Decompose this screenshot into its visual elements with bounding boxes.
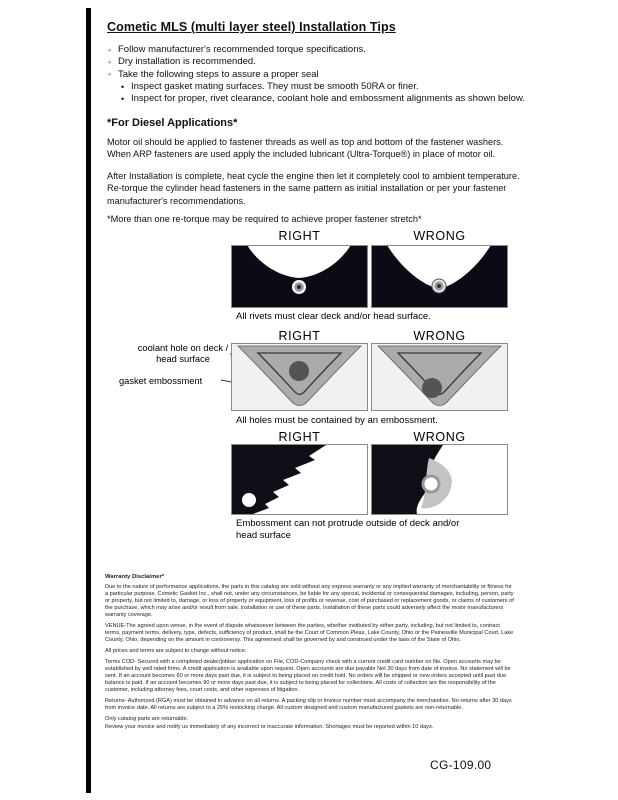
disclaimer-paragraph: Returns- Authorized (RGA) must be obtained in advance on all returns. A packing slip or invoice number must accompany the merchandise. No returns after 30 days from invoice date. All returns are subject to a 25% restocking charge. All custom designed and custom manufactured gaskets are non-returnable.: [105, 698, 512, 711]
tip-text: Dry installation is recommended.: [118, 56, 256, 68]
tip-text: Inspect for proper, rivet clearance, coolant hole and embossment alignments as shown below.: [131, 93, 525, 105]
tip-item: [108, 56, 525, 68]
coolant-hole-icon: [289, 361, 309, 381]
row3-wrong-diagram-image: [371, 444, 508, 515]
tip-text: Take the following steps to assure a proper seal: [118, 68, 319, 80]
installation-tips-list: [108, 44, 525, 105]
left-border-rule: [86, 8, 91, 793]
disclaimer-paragraph: Terms COD- Secured with a completed dealer/jobber application on File, COD-Company check with a current credit card number on file. Open accounts may be established by well rated firms. A credit application is available upon request. Open accounts are due payable Net 30 days from date of invoice. No statement will be sent. If an account becomes 60 or more days past due, it is subject to being placed on credit hold. No orders will be shipped or new orders accepted until past due balance is paid. If an account becomes 90 or more days past due, it is subject to being placed for collections. All costs of collection are the responsibility of the customer, including attorney fees, court costs, and other expenses of litigation.: [105, 659, 511, 693]
row2-caption: All holes must be contained by an embossment.: [236, 415, 438, 426]
row3-caption: Embossment can not protrude outside of deck and/or head surface: [236, 518, 460, 541]
row2-right-diagram-image: [231, 343, 368, 411]
row1-caption: All rivets must clear deck and/or head surface.: [236, 311, 431, 322]
gasket-embossment-label: gasket embossment: [119, 376, 203, 386]
row3-right-header: RIGHT: [278, 430, 321, 444]
diesel-paragraph-2: After Installation is complete, heat cycle the engine then let it completely cool to ambient temperature. Re-torque the cylinder head fasteners in the same pattern as initial installation or per your fastener manufacturer's recommendations.: [107, 171, 520, 206]
row3-right-diagram-image: [231, 444, 368, 515]
disclaimer-paragraph: Only catalog parts are returnable.: [105, 716, 189, 722]
row1-right-header: RIGHT: [278, 229, 321, 243]
retorque-note: *More than one re-torque may be required to achieve proper fastener stretch*: [107, 214, 422, 224]
disclaimer-heading: Warranty Disclaimer*: [105, 574, 165, 580]
row2-right-header: RIGHT: [278, 329, 321, 343]
tip-text: Inspect gasket mating surfaces. They must be smooth 50RA or finer.: [131, 80, 419, 92]
row2-wrong-diagram-image: [371, 343, 508, 411]
bolt-hole-icon: [423, 476, 439, 492]
disclaimer-paragraph: All prices and terms are subject to change without notice.: [105, 648, 247, 654]
tip-item: [108, 44, 525, 56]
row2-wrong-header: WRONG: [413, 329, 466, 343]
warranty-disclaimer: [105, 574, 515, 735]
coolant-hole-icon: [422, 378, 442, 398]
row3-wrong-header: WRONG: [413, 430, 466, 444]
tip-item: [108, 69, 525, 81]
disclaimer-paragraph: Review your invoice and notify us immediately of any incorrect or inaccurate information. Shortages must be reported within 10 days.: [105, 723, 434, 730]
bolt-hole-icon: [242, 493, 256, 507]
tip-sub-item: [108, 81, 525, 93]
row1-wrong-diagram-image: [371, 245, 508, 308]
coolant-hole-label: coolant hole on deck / head surface: [137, 343, 229, 364]
diesel-paragraph-1: Motor oil should be applied to fastener threads as well as top and bottom of the fastener washers. When ARP fasteners are used apply the included lubricant (Ultra-Torque®) in place of motor oil.: [107, 137, 504, 160]
tip-text: Follow manufacturer's recommended torque specifications.: [118, 44, 366, 55]
disclaimer-paragraph: VENUE-The agreed upon venue, in the event of dispute whatsoever between the parties, whether instituted by either party, including, but not limited to, contract terms, payment terms, delivery, type, defects, sufficiency of product, shall be the Court of Common Pleas, Lake County, Ohio or the Painesville Municipal Court, Lake County, Ohio, depending on the amount in controversy. This agreement shall be governed by and construed under the laws of the State of Ohio.: [105, 623, 514, 643]
row1-right-diagram-image: [231, 245, 368, 308]
page-title: Cometic MLS (multi layer steel) Installation Tips: [107, 20, 396, 34]
page-code: CG-109.00: [430, 758, 492, 772]
tip-sub-item: [108, 93, 525, 105]
disclaimer-paragraph: Due to the nature of performance applications, the parts in this catalog are sold without any express warranty or any implied warranty of merchantability or fitness for a particular purpose. Cometic Gasket Inc., shall not, under any circumstances, be liable for any special, incidental or consequential damages, including, person, party or property, but not limited to, damage, or loss of property or equipment, loss of profits or revenue, cost of purchased or replacement goods, or claims of customers of the purchase, which may arise and/or result from sale, installation or use of these parts. Installation of these parts could adversely affect the motor manufacturers warranty coverage.: [105, 584, 514, 618]
diesel-applications-heading: *For Diesel Applications*: [107, 117, 238, 129]
row1-wrong-header: WRONG: [413, 229, 466, 243]
